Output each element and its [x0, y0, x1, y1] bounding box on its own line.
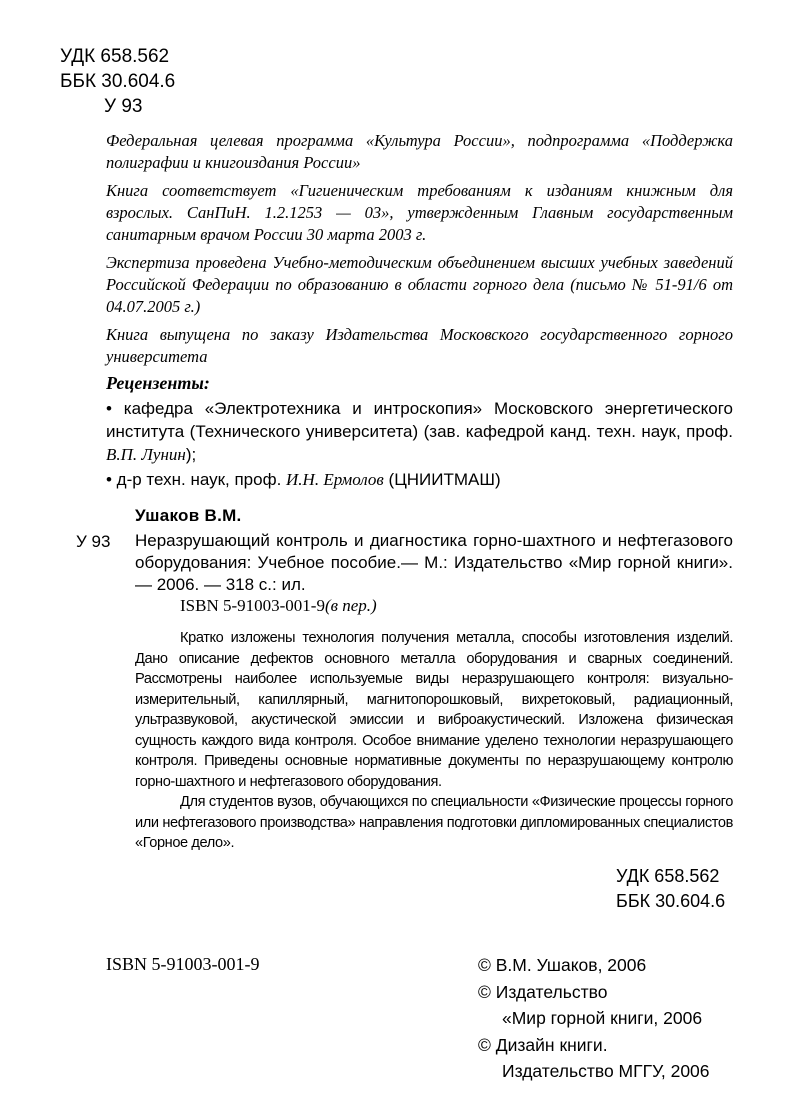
- author-mark: У 93: [104, 96, 143, 117]
- classification-codes-bottom: [616, 864, 725, 914]
- annotation-paragraph: Для студентов вузов, обучающихся по специальности «Физические процессы горного или нефтегазового производства» направления подготовки дипломированных специалистов «Горное дело».: [135, 794, 733, 851]
- udk-code-bottom: УДК 658.562: [616, 866, 720, 886]
- reviewer-text-end: (ЦНИИТМАШ): [383, 470, 501, 489]
- reviewer-name: И.Н. Ермолов: [286, 470, 384, 489]
- isbn-line: [180, 596, 377, 616]
- copyright-block: [478, 952, 710, 1085]
- note-federal-program: Федеральная целевая программа «Культура России», подпрограмма «Поддержка полиграфии и книгоиздания России»: [106, 131, 733, 172]
- publication-notes: [106, 130, 733, 374]
- copyright-design-owner: Издательство МГГУ, 2006: [502, 1061, 710, 1081]
- binding-type: (в пер.): [324, 596, 377, 615]
- reviewer-text-end: );: [185, 445, 197, 464]
- copyright-publisher: © Издательство: [478, 981, 608, 1002]
- reviewers-section: [106, 372, 733, 493]
- reviewer-item: [106, 468, 733, 491]
- reviewer-text: • кафедра «Электротехника и интроскопия» Московского энергетического института (Технического университета) (зав. кафедрой канд. техн. наук, проф.: [106, 399, 733, 441]
- reviewer-text: • д-р техн. наук, проф.: [106, 470, 287, 489]
- isbn-number: ISBN 5-91003-001-9: [180, 596, 325, 615]
- reviewer-item: [106, 397, 733, 466]
- note-commission: Книга выпущена по заказу Издательства Московского государственного горного университета: [106, 325, 733, 366]
- catalog-code: У 93: [76, 532, 111, 551]
- bbk-code-bottom: ББК 30.604.6: [616, 891, 726, 911]
- isbn-bottom: ISBN 5-91003-001-9: [106, 954, 260, 974]
- classification-codes: [60, 44, 175, 119]
- note-expertise: Экспертиза проведена Учебно-методическим объединением высших учебных заведений Российской Федерации по образованию в области горного дела (письмо № 51-91/6 от 04.07.2005 г.): [106, 253, 733, 316]
- annotation-paragraph: Кратко изложены технология получения металла, способы изготовления изделий. Дано описание дефектов основного металла оборудования и сварных соединений. Рассмотрены наиболее используемые виды неразрушающего контроля: визуально-измерительный, капиллярный, магнитопорошковый, вихретоковый, радиационный, ультразвуковой, акустической эмиссии и виброакустический. Изложена физическая сущность каждого вида контроля. Особое внимание уделено технологии неразрушающего контроля. Приведены основные нормативные документы по неразрушающему контролю горно-шахтного и нефтегазового оборудования.: [135, 630, 733, 790]
- bbk-code: ББК 30.604.6: [60, 71, 176, 92]
- book-author: Ушаков В.М.: [135, 506, 242, 525]
- copyright-design: © Дизайн книги.: [478, 1034, 608, 1055]
- udk-code: УДК 658.562: [60, 46, 170, 67]
- note-hygiene-requirements: Книга соответствует «Гигиеническим требованиям к изданиям книжным для взрослых. СанПиН. 1.2.1253 — 03», утвержденным Главным государственным санитарным врачом России 30 марта 2003 г.: [106, 181, 733, 244]
- annotation: [135, 628, 733, 854]
- reviewers-heading: Рецензенты:: [106, 373, 210, 393]
- copyright-publisher-name: «Мир горной книги, 2006: [502, 1008, 703, 1028]
- bibliographic-description: Неразрушающий контроль и диагностика горно-шахтного и нефтегазового оборудования: Учебное пособие.— М.: Издательство «Мир горной книги». — 2006. — 318 с.: ил.: [135, 531, 733, 594]
- copyright-author: © В.М. Ушаков, 2006: [478, 955, 647, 975]
- reviewer-name: В.П. Лунин: [106, 445, 186, 464]
